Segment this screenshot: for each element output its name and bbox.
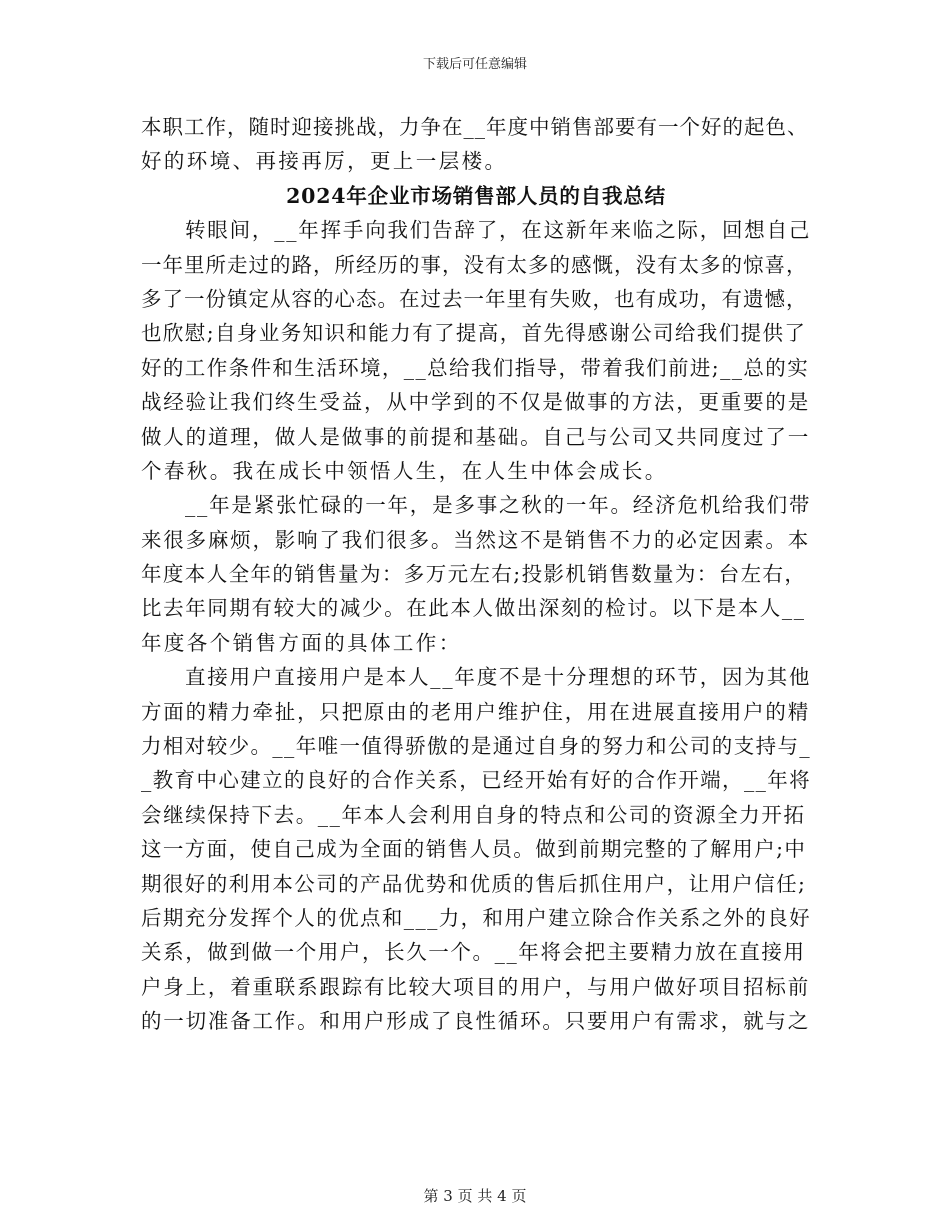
body-line: 也欣慰;自身业务知识和能力有了提高，首先得感谢公司给我们提供了 xyxy=(141,321,807,346)
body-line: 户身上，着重联系跟踪有比较大项目的用户，与用户做好项目招标前 xyxy=(141,974,810,999)
body-line: 个春秋。我在成长中领悟人生，在人生中体会成长。 xyxy=(141,458,668,483)
body-line: 多了一份镇定从容的心态。在过去一年里有失败，也有成功，有遗憾， xyxy=(141,286,808,311)
body-line: 期很好的利用本公司的产品优势和优质的售后抓住用户，让用户信任; xyxy=(141,871,807,896)
body-line: 方面的精力牵扯，只把原由的老用户维护住，用在进展直接用户的精 xyxy=(141,699,810,724)
page-header: 下载后可任意编辑 xyxy=(422,57,527,72)
body-line: 本职工作，随时迎接挑战，力争在__年度中销售部要有一个好的起色、 xyxy=(141,115,809,139)
body-line: 来很多麻烦，影响了我们很多。当然这不是销售不力的必定因素。本 xyxy=(141,527,810,552)
body-line: 后期充分发挥个人的优点和___力，和用户建立除合作关系之外的良好 xyxy=(141,905,812,930)
body-line: 会继续保持下去。__年本人会利用自身的特点和公司的资源全力开拓 xyxy=(141,802,806,827)
paragraph-start-line: __年是紧张忙碌的一年，是多事之秋的一年。经济危机给我们带 xyxy=(185,493,812,518)
body-line: 做人的道理，做人是做事的前提和基础。自己与公司又共同度过了一 xyxy=(141,424,810,449)
body-line: 年度各个销售方面的具体工作： xyxy=(141,630,462,655)
paragraph-start-line: 转眼间，__年挥手向我们告辞了，在这新年来临之际，回想自己 xyxy=(185,218,812,243)
body-line: 关系，做到做一个用户，长久一个。__年将会把主要精力放在直接用 xyxy=(141,940,806,965)
section-title: 2024年企业市场销售部人员的自我总结 xyxy=(286,183,666,208)
body-line: 的一切准备工作。和用户形成了良性循环。只要用户有需求，就与之 xyxy=(141,1009,810,1034)
body-line: 一年里所走过的路，所经历的事，没有太多的感慨，没有太多的惊喜， xyxy=(141,252,808,277)
page-footer: 第 3 页 共 4 页 xyxy=(423,1187,527,1205)
body-line: 战经验让我们终生受益，从中学到的不仅是做事的方法，更重要的是 xyxy=(141,390,810,415)
body-line: 力相对较少。__年唯一值得骄傲的是通过自身的努力和公司的支持与_ xyxy=(141,734,812,759)
paragraph-start-line: 直接用户直接用户是本人__年度不是十分理想的环节，因为其他 xyxy=(185,665,812,690)
body-line: 好的环境、再接再厉，更上一层楼。 xyxy=(141,149,508,174)
body-line: 年度本人全年的销售量为：多万元左右;投影机销售数量为：台左右， xyxy=(141,562,807,587)
body-line: 这一方面，使自己成为全面的销售人员。做到前期完整的了解用户;中 xyxy=(141,837,807,862)
document-body xyxy=(141,110,811,1039)
body-line: _教育中心建立的良好的合作关系，已经开始有好的合作开端，__年将 xyxy=(141,768,812,793)
body-line: 好的工作条件和生活环境，__总给我们指导，带着我们前进;__总的实 xyxy=(141,355,810,380)
body-line: 比去年同期有较大的减少。在此本人做出深刻的检讨。以下是本人__ xyxy=(141,596,806,621)
